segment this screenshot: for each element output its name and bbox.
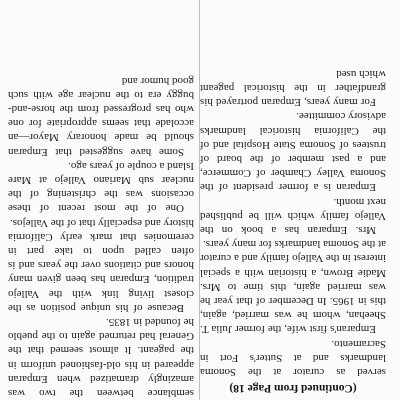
paragraph: Because of his unique position as the closest living link with the Vallejo tradition, Emparan has been given many honors and citations over the years and is often called upon to take part in ceremonies that mark early California history and especially that of the Vallejos. bbox=[8, 216, 194, 314]
column-divider bbox=[199, 0, 200, 400]
continued-heading: (Continued from Page 18) bbox=[229, 382, 357, 394]
paragraph: Some have suggested that Emparan should be made honorary Mayor—an accolade that seems appropriate for one who has progressed from the horse-and-buggy era to the nuclear age with such good humor and bbox=[8, 74, 194, 158]
paragraph: semblance between the two was amazingly dramatized when Emparan appeared in his old-fashioned uniform in the pageant. It almost seemed that the General had returned again to the pueblo he founded in 1835. bbox=[8, 315, 194, 399]
right-column bbox=[8, 0, 194, 400]
paragraph: Mrs. Emparan has a book on the Vallejo family which will be published next month. bbox=[200, 195, 386, 236]
left-column bbox=[200, 0, 386, 400]
paragraph: Emparan is a former president of the Sonoma Valley Chamber of Commerce, and a past member of the board of trustees of Sonoma State Hospital and of the California historical landmarks advisory committee. bbox=[200, 110, 386, 194]
paragraph: For many years, Emparan portrayed his grandfather in the historical pageant which used bbox=[200, 67, 386, 109]
paragraph: One of the most recent of these occasions was the christening of the nuclear sub Mariano Vallejo at Mare Island a couple of years ago. bbox=[8, 159, 194, 215]
paragraph: served as curator at the Sonoma landmarks and at Sutter's Fort in Sacramento. bbox=[200, 337, 386, 378]
paragraph: Emparan's first wife, the former Julia T. Sheehan, whom he was married, again, this in 1965. In December of that year he was married again, this time to Mrs. Madie Brown, a historian with a special interest in the Vallejo family and a curator at the Sonoma landmarks for many years. bbox=[200, 238, 386, 336]
